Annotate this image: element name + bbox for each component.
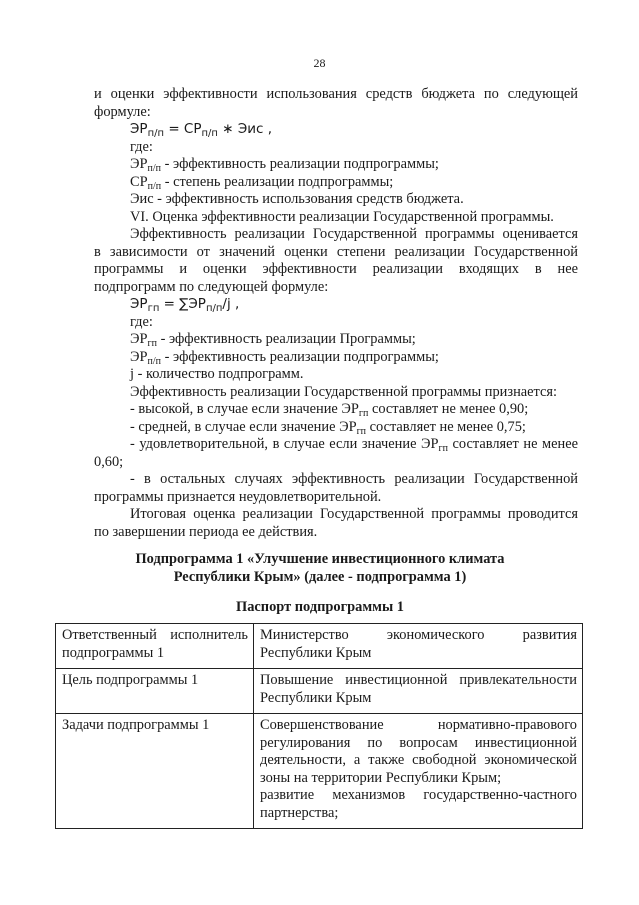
formula-program-efficiency: $ЭР_{гп} = \sum ЭР_{п/п}/j$ , [130,296,240,314]
cell-text: зоны на территории Республики Крым; [260,769,502,786]
text-line: где: [130,138,153,155]
criteria-line: - в остальных случаях эффективность реализации Государственной [130,471,578,487]
definition-line: Эис - эффективность использования средств бюджета. [130,191,464,207]
cell-text: подпрограммы 1 [62,644,165,661]
table-cell-label [56,669,254,714]
document-body [94,86,578,541]
cell-text: партнерства; [260,804,339,821]
cell-text: Республики Крым [260,689,372,706]
definition-line: $ЭР_{гп}$ - эффективность реализации Программы; [130,331,416,349]
page-number: 28 [313,56,326,70]
table-cell-value [254,624,583,669]
text-line: Эффективность реализации Государственной программы признается: [130,383,558,400]
table-cell-value [254,714,583,829]
formula-subprogram-efficiency: $ЭР_{п/п} = СР_{п/п}$ ∗ Эис , [130,121,273,139]
passport-title: Паспорт подпрограммы 1 [236,599,404,615]
text-line: Эффективность реализации Государственной программы оценивается [130,226,578,242]
definition-line: $ЭР_{п/п}$ - эффективность реализации подпрограммы; [130,348,439,367]
cell-text: Министерство экономического развития [260,627,577,643]
text-line: программы признается неудовлетворительной. [94,488,382,505]
definition-line: $СР_{п/п}$ - степень реализации подпрограммы; [130,173,394,192]
cell-text: Совершенствование нормативно-правового [260,717,577,733]
text-line: программы и оценки эффективности реализации входящих в нее [94,261,578,277]
cell-text: Ответственный исполнитель [62,627,248,643]
cell-text: Республики Крым [260,644,372,661]
criteria-line: - высокой, в случае если значение $ЭР_{гп}$ составляет не менее 0,90; [130,401,529,419]
cell-text: развитие механизмов государственно-частного [260,787,577,803]
subprogram-title-line: Республики Крым» (далее - подпрограмма 1) [173,569,467,585]
text-line: по завершении периода ее действия. [94,523,318,540]
table-cell-label [56,714,254,829]
text-line: формуле: [94,103,151,120]
table-cell-value [254,669,583,714]
text-line: Итоговая оценка реализации Государственной программы проводится [130,506,578,522]
table-row [56,714,583,829]
text-line: подпрограмм по следующей формуле: [94,278,329,295]
definition-line: $ЭР_{п/п}$ - эффективность реализации подпрограммы; [130,156,439,174]
table-row [56,669,583,714]
text-line: где: [130,313,153,330]
table-row [56,624,583,669]
passport-table [55,623,583,829]
subprogram-title [60,550,580,586]
cell-text: регулирования по вопросам инвестиционной [260,734,577,751]
definition-line: j - количество подпрограмм. [130,366,304,382]
subprogram-title-line: Подпрограмма 1 «Улучшение инвестиционного климата [135,551,505,567]
criteria-line: - удовлетворительной, в случае если значение $ЭР_{гп}$ составляет не менее [130,436,578,454]
table-cell-label [56,624,254,669]
text-line: и оценки эффективности использования средств бюджета по следующей [94,86,578,102]
text-line: 0,60; [94,453,124,470]
cell-text: Задачи подпрограммы 1 [62,717,210,733]
criteria-line: - средней, в случае если значение $ЭР_{гп}$ составляет не менее 0,75; [130,418,526,437]
text-line: в зависимости от значений оценки степени реализации Государственной [94,243,578,260]
section-heading: VI. Оценка эффективности реализации Государственной программы. [130,208,554,225]
cell-text: Повышение инвестиционной привлекательности [260,672,577,688]
cell-text: деятельности, а также свободной экономической [260,752,577,768]
cell-text: Цель подпрограммы 1 [62,672,199,688]
